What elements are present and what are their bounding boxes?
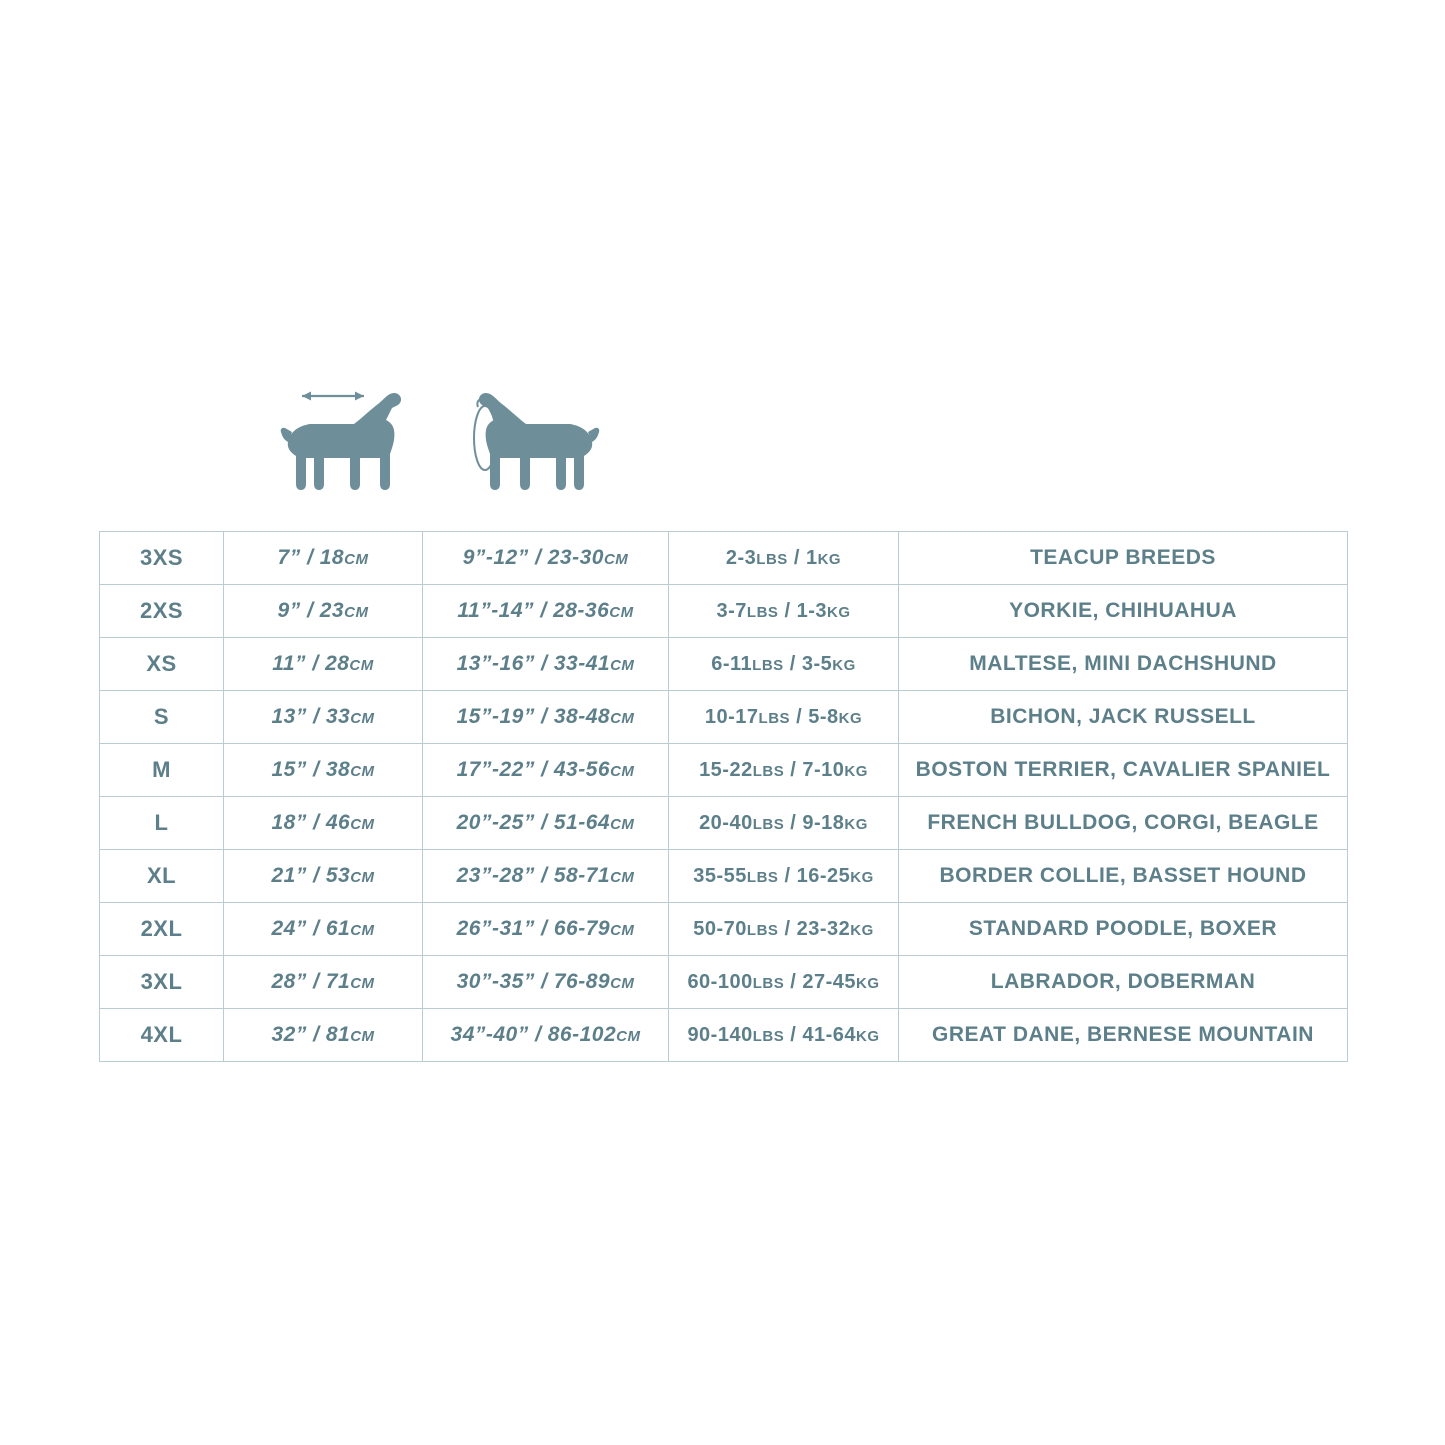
neck-inches: 21” bbox=[271, 864, 307, 887]
cell-chest bbox=[423, 956, 669, 1009]
separator: / bbox=[306, 864, 326, 887]
weight-lbs: 50-70 bbox=[693, 917, 747, 940]
cell-weight bbox=[669, 903, 899, 956]
chest-inches: 11”-14” bbox=[457, 599, 535, 622]
weight-kg: 5-8 bbox=[808, 705, 839, 728]
cell-breeds: LABRADOR, DOBERMAN bbox=[899, 956, 1348, 1009]
cell-size: 4XL bbox=[100, 1009, 224, 1062]
weight-kg: 23-32 bbox=[796, 917, 851, 940]
cell-breeds: BORDER COLLIE, BASSET HOUND bbox=[899, 850, 1348, 903]
size-chart-body bbox=[100, 532, 1348, 1062]
chest-cm: 66-79 bbox=[553, 917, 611, 940]
weight-lbs: 15-22 bbox=[699, 758, 753, 781]
unit-kg: KG bbox=[856, 974, 880, 992]
neck-inches: 32” bbox=[271, 1023, 307, 1046]
cell-weight bbox=[669, 532, 899, 585]
separator: / bbox=[306, 705, 326, 728]
weight-lbs: 3-7 bbox=[716, 599, 747, 622]
unit-cm: CM bbox=[610, 922, 635, 939]
chest-inches: 23”-28” bbox=[456, 864, 535, 887]
cell-breeds: BOSTON TERRIER, CAVALIER SPANIEL bbox=[899, 744, 1348, 797]
cell-neck bbox=[224, 638, 423, 691]
chest-cm: 51-64 bbox=[553, 811, 611, 834]
cell-neck bbox=[224, 585, 423, 638]
unit-kg: KG bbox=[844, 762, 868, 780]
chest-inches: 26”-31” bbox=[456, 917, 535, 940]
cell-weight bbox=[669, 956, 899, 1009]
unit-kg: KG bbox=[850, 921, 874, 939]
chest-inches: 30”-35” bbox=[456, 970, 535, 993]
table-row bbox=[100, 797, 1348, 850]
unit-cm: CM bbox=[350, 869, 375, 886]
separator: / bbox=[534, 917, 554, 940]
weight-kg: 3-5 bbox=[801, 652, 833, 675]
chest-cm: 43-56 bbox=[553, 758, 611, 781]
unit-cm: CM bbox=[344, 551, 369, 568]
unit-cm: CM bbox=[610, 816, 635, 833]
weight-kg: 7-10 bbox=[802, 758, 845, 781]
separator: / bbox=[534, 599, 554, 622]
unit-kg: KG bbox=[817, 550, 842, 568]
cell-chest bbox=[423, 797, 669, 850]
separator: / bbox=[534, 758, 554, 781]
cell-breeds: MALTESE, MINI DACHSHUND bbox=[899, 638, 1348, 691]
separator: / bbox=[534, 864, 554, 887]
chest-inches: 13”-16” bbox=[456, 652, 535, 675]
neck-inches: 24” bbox=[271, 917, 307, 940]
neck-inches: 7” bbox=[277, 546, 301, 569]
cell-weight bbox=[669, 691, 899, 744]
weight-lbs: 60-100 bbox=[687, 970, 753, 993]
unit-cm: CM bbox=[350, 922, 375, 939]
cell-chest bbox=[423, 585, 669, 638]
cell-weight bbox=[669, 850, 899, 903]
weight-kg: 16-25 bbox=[796, 864, 851, 887]
unit-lbs: LBS bbox=[752, 974, 785, 992]
unit-cm: CM bbox=[350, 1028, 375, 1045]
unit-kg: KG bbox=[826, 603, 851, 621]
weight-kg: 1 bbox=[805, 546, 818, 569]
table-row bbox=[100, 956, 1348, 1009]
dog-measurement-illustration bbox=[280, 380, 600, 510]
cell-neck bbox=[224, 691, 423, 744]
chest-cm: 38-48 bbox=[553, 705, 611, 728]
table-row bbox=[100, 850, 1348, 903]
unit-cm: CM bbox=[609, 604, 634, 621]
neck-inches: 15” bbox=[271, 758, 307, 781]
cell-breeds: BICHON, JACK RUSSELL bbox=[899, 691, 1348, 744]
separator: / bbox=[534, 705, 554, 728]
neck-cm: 33 bbox=[325, 705, 351, 728]
separator: / bbox=[534, 652, 554, 675]
unit-cm: CM bbox=[350, 710, 375, 727]
cell-size: 3XL bbox=[100, 956, 224, 1009]
weight-lbs: 10-17 bbox=[704, 705, 759, 728]
unit-lbs: LBS bbox=[746, 921, 779, 939]
separator: / bbox=[534, 811, 554, 834]
unit-cm: CM bbox=[344, 604, 369, 621]
separator: / bbox=[790, 705, 809, 728]
unit-kg: KG bbox=[844, 815, 868, 833]
cell-breeds: GREAT DANE, BERNESE MOUNTAIN bbox=[899, 1009, 1348, 1062]
weight-kg: 1-3 bbox=[796, 599, 827, 622]
separator: / bbox=[306, 970, 326, 993]
separator: / bbox=[784, 970, 803, 993]
chest-cm: 28-36 bbox=[553, 599, 610, 622]
separator: / bbox=[784, 811, 803, 834]
neck-inches: 13” bbox=[271, 705, 307, 728]
separator: / bbox=[784, 758, 803, 781]
chest-inches: 15”-19” bbox=[456, 705, 535, 728]
cell-neck bbox=[224, 532, 423, 585]
cell-size: XS bbox=[100, 638, 224, 691]
table-row bbox=[100, 903, 1348, 956]
neck-inches: 9” bbox=[277, 599, 301, 622]
cell-weight bbox=[669, 585, 899, 638]
cell-chest bbox=[423, 638, 669, 691]
separator: / bbox=[306, 758, 326, 781]
cell-neck bbox=[224, 1009, 423, 1062]
cell-chest bbox=[423, 903, 669, 956]
weight-kg: 9-18 bbox=[802, 811, 845, 834]
chest-inches: 20”-25” bbox=[456, 811, 535, 834]
cell-size: M bbox=[100, 744, 224, 797]
cell-size: S bbox=[100, 691, 224, 744]
cell-chest bbox=[423, 744, 669, 797]
neck-cm: 28 bbox=[325, 652, 350, 675]
neck-cm: 46 bbox=[325, 811, 351, 834]
unit-kg: KG bbox=[838, 709, 863, 727]
cell-chest bbox=[423, 1009, 669, 1062]
cell-chest bbox=[423, 850, 669, 903]
unit-kg: KG bbox=[832, 656, 856, 674]
unit-cm: CM bbox=[610, 975, 635, 992]
chest-cm: 33-41 bbox=[553, 652, 611, 675]
size-chart-table bbox=[99, 531, 1348, 1062]
separator: / bbox=[787, 546, 806, 569]
weight-lbs: 2-3 bbox=[725, 546, 757, 569]
unit-cm: CM bbox=[610, 763, 635, 780]
unit-cm: CM bbox=[350, 816, 375, 833]
cell-size: XL bbox=[100, 850, 224, 903]
unit-lbs: LBS bbox=[752, 656, 784, 674]
unit-lbs: LBS bbox=[752, 815, 785, 833]
unit-cm: CM bbox=[349, 657, 374, 674]
chest-cm: 58-71 bbox=[553, 864, 611, 887]
cell-size: L bbox=[100, 797, 224, 850]
cell-neck bbox=[224, 903, 423, 956]
chest-cm: 23-30 bbox=[547, 546, 604, 569]
unit-lbs: LBS bbox=[756, 550, 788, 568]
weight-lbs: 6-11 bbox=[711, 652, 753, 675]
table-row bbox=[100, 638, 1348, 691]
separator: / bbox=[528, 1023, 548, 1046]
unit-lbs: LBS bbox=[746, 868, 779, 886]
neck-cm: 23 bbox=[319, 599, 345, 622]
separator: / bbox=[778, 864, 797, 887]
neck-cm: 18 bbox=[319, 546, 345, 569]
cell-chest bbox=[423, 691, 669, 744]
unit-cm: CM bbox=[350, 763, 375, 780]
separator: / bbox=[306, 1023, 326, 1046]
dog-silhouette-right bbox=[479, 393, 599, 490]
cell-neck bbox=[224, 850, 423, 903]
neck-cm: 53 bbox=[325, 864, 351, 887]
unit-kg: KG bbox=[856, 1027, 880, 1045]
neck-cm: 81 bbox=[325, 1023, 351, 1046]
unit-lbs: LBS bbox=[752, 1027, 785, 1045]
table-row bbox=[100, 585, 1348, 638]
cell-chest bbox=[423, 532, 669, 585]
unit-kg: KG bbox=[850, 868, 874, 886]
weight-lbs: 35-55 bbox=[693, 864, 747, 887]
cell-breeds: YORKIE, CHIHUAHUA bbox=[899, 585, 1348, 638]
cell-neck bbox=[224, 744, 423, 797]
chest-inches: 17”-22” bbox=[456, 758, 535, 781]
unit-cm: CM bbox=[616, 1028, 641, 1045]
unit-lbs: LBS bbox=[746, 603, 779, 621]
table-row bbox=[100, 691, 1348, 744]
unit-cm: CM bbox=[350, 975, 375, 992]
neck-inches: 28” bbox=[271, 970, 307, 993]
weight-kg: 41-64 bbox=[802, 1023, 857, 1046]
unit-cm: CM bbox=[610, 869, 635, 886]
unit-lbs: LBS bbox=[752, 762, 785, 780]
cell-weight bbox=[669, 638, 899, 691]
cell-breeds: STANDARD POODLE, BOXER bbox=[899, 903, 1348, 956]
separator: / bbox=[784, 1023, 803, 1046]
separator: / bbox=[306, 917, 326, 940]
neck-measure-arrow bbox=[302, 392, 364, 401]
unit-cm: CM bbox=[603, 551, 629, 568]
separator: / bbox=[783, 652, 802, 675]
neck-cm: 61 bbox=[325, 917, 351, 940]
weight-lbs: 90-140 bbox=[687, 1023, 753, 1046]
separator: / bbox=[528, 546, 548, 569]
cell-breeds: FRENCH BULLDOG, CORGI, BEAGLE bbox=[899, 797, 1348, 850]
weight-lbs: 20-40 bbox=[699, 811, 753, 834]
separator: / bbox=[300, 546, 320, 569]
neck-inches: 18” bbox=[271, 811, 307, 834]
chest-inches: 9”-12” bbox=[462, 546, 529, 569]
cell-weight bbox=[669, 744, 899, 797]
unit-lbs: LBS bbox=[758, 709, 791, 727]
table-row bbox=[100, 744, 1348, 797]
neck-cm: 71 bbox=[325, 970, 351, 993]
cell-size: 2XL bbox=[100, 903, 224, 956]
cell-breeds: TEACUP BREEDS bbox=[899, 532, 1348, 585]
cell-weight bbox=[669, 1009, 899, 1062]
weight-kg: 27-45 bbox=[802, 970, 857, 993]
cell-weight bbox=[669, 797, 899, 850]
neck-inches: 11” bbox=[272, 652, 307, 675]
separator: / bbox=[534, 970, 554, 993]
separator: / bbox=[778, 917, 797, 940]
chest-cm: 86-102 bbox=[547, 1023, 617, 1046]
chest-cm: 76-89 bbox=[553, 970, 611, 993]
neck-cm: 38 bbox=[325, 758, 351, 781]
table-row bbox=[100, 532, 1348, 585]
cell-neck bbox=[224, 797, 423, 850]
unit-cm: CM bbox=[610, 657, 635, 674]
cell-neck bbox=[224, 956, 423, 1009]
chest-inches: 34”-40” bbox=[450, 1023, 529, 1046]
separator: / bbox=[306, 652, 326, 675]
separator: / bbox=[306, 811, 326, 834]
cell-size: 3XS bbox=[100, 532, 224, 585]
separator: / bbox=[300, 599, 320, 622]
unit-cm: CM bbox=[610, 710, 635, 727]
separator: / bbox=[778, 599, 797, 622]
dog-silhouette-left bbox=[281, 393, 401, 490]
cell-size: 2XS bbox=[100, 585, 224, 638]
table-row bbox=[100, 1009, 1348, 1062]
